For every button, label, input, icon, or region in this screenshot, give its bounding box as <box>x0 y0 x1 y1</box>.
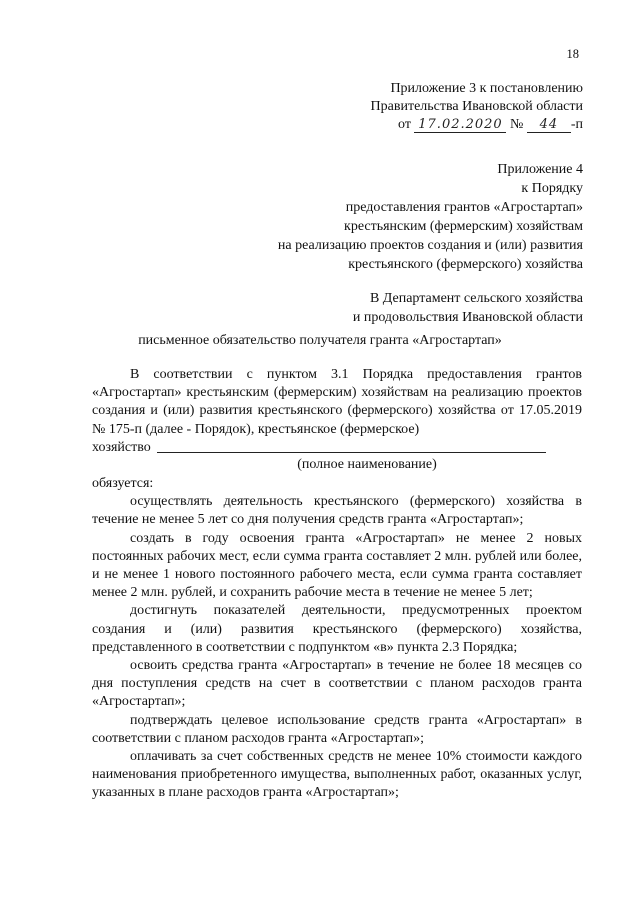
obligation-item: оплачивать за счет собственных средств не менее 10% стоимости каждого наименования приобретенного имущества, выполненных работ, оказанных услуг, указанных в плане расходов гранта «Агростартап»; <box>92 749 582 801</box>
appendix-3-line-2: Правительства Ивановской области <box>370 99 583 114</box>
number-field <box>527 117 571 133</box>
obligation-item: осуществлять деятельность крестьянского (фермерского) хозяйства в течение не менее 5 лет со дня получения средств гранта «Агростартап»; <box>92 494 582 528</box>
appendix-4-line-6: крестьянского (фермерского) хозяйства <box>348 257 583 272</box>
number-suffix: -п <box>570 117 583 132</box>
intro-paragraph: В соответствии с пунктом 3.1 Порядка предоставления грантов «Агростартап» крестьянским (фермерским) хозяйствам на реализацию проектов создания и (или) развития крестьянского (фермерского) хозяйства от 17.05.2019 № 175-п (далее - Порядок), крестьянское (фермерское) <box>92 367 582 437</box>
appendix-4-line-2: к Порядку <box>521 181 583 196</box>
from-label: от <box>398 117 411 132</box>
document-title: письменное обязательство получателя гранта «Агростартап» <box>138 333 502 348</box>
page-number: 18 <box>566 47 579 61</box>
date-field <box>414 117 506 133</box>
obligation-item: создать в году освоения гранта «Агростартап» не менее 2 новых постоянных рабочих мест, если сумма гранта составляет 2 млн. рублей или более, и не менее 1 нового постоянного рабочего места, если сумма гранта составляет менее 2 млн. рублей, и сохранить рабочие места в течение не менее 5 лет; <box>92 530 582 601</box>
appendix-3-line-1: Приложение 3 к постановлению <box>390 81 583 96</box>
appendix-4-header <box>183 160 583 274</box>
appendix-4-line-4: крестьянским (фермерским) хозяйствам <box>344 219 583 234</box>
recipient-line-1: В Департамент сельского хозяйства <box>369 291 583 306</box>
number-label: № <box>509 117 524 132</box>
appendix-4-line-3: предоставления грантов «Агростартап» <box>345 200 583 215</box>
obligation-item: освоить средства гранта «Агростартап» в течение не более 18 месяцев со дня поступления средств на счет в соответствии с планом расходов гранта «Агростартап»; <box>92 658 582 710</box>
recipient-block <box>223 289 583 327</box>
appendix-3-header <box>283 80 583 134</box>
obligation-item: подтверждать целевое использование средств гранта «Агростартап» в соответствии с планом расходов гранта «Агростартап»; <box>92 712 582 746</box>
household-label: хозяйство <box>92 439 151 455</box>
obligation-item: достигнуть показателей деятельности, предусмотренных проектом создания и (или) развития крестьянского (фермерского) хозяйства, представленного в соответствии с подпунктом «в» пункта 2.3 Порядка; <box>92 603 582 655</box>
obligates-label: обязуется: <box>92 476 154 492</box>
appendix-4-line-1: Приложение 4 <box>497 162 583 177</box>
appendix-3-date-line <box>283 116 583 134</box>
handwritten-date: 17.02.2020 <box>418 117 503 132</box>
fill-caption: (полное наименование) <box>297 457 437 473</box>
recipient-line-2: и продовольствия Ивановской области <box>352 310 583 325</box>
household-name-line <box>92 439 582 457</box>
document-body <box>92 366 582 803</box>
household-name-blank <box>157 452 546 453</box>
handwritten-number: 44 <box>539 117 559 132</box>
appendix-4-line-5: на реализацию проектов создания и (или) развития <box>277 238 583 253</box>
